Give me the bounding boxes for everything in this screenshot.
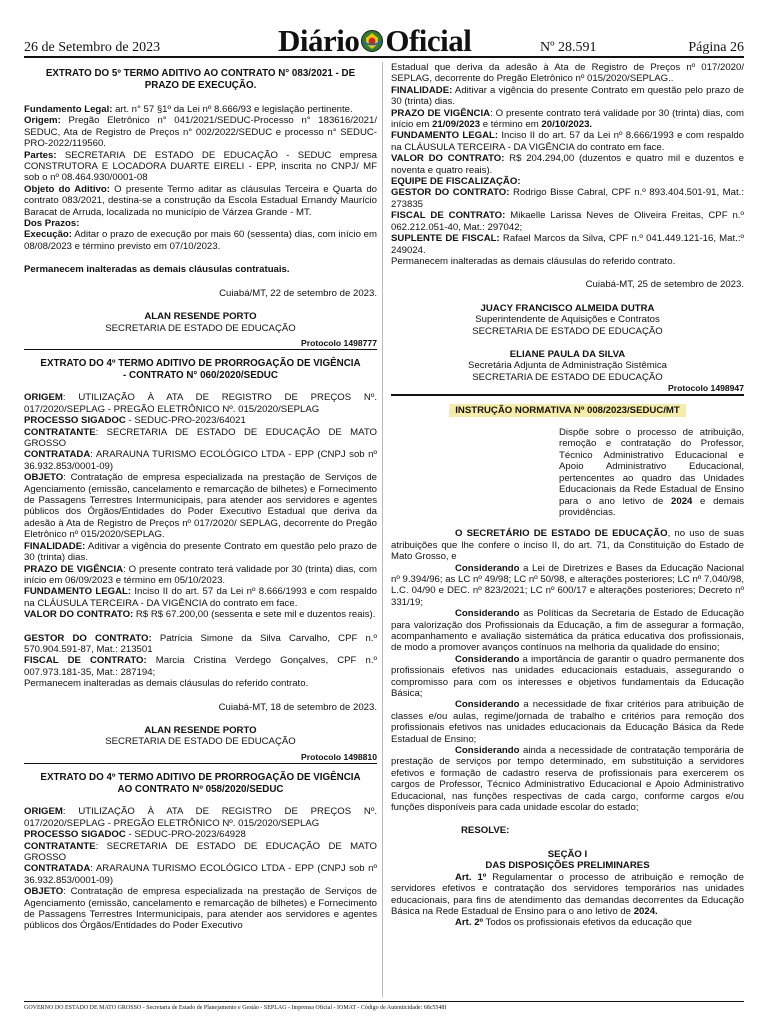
protocol-number: Protocolo 1498947 [668,383,744,394]
page-footer: GOVERNO DO ESTADO DE MATO GROSSO - Secretaria de Estado de Planejamento e Gestão - SEPLAG - Imprensa Oficial - IOMAT - Código de Autenticidade: 68c5548f [24,1001,744,1013]
signer-role: Superintendente de Aquisições e Contratos [475,314,660,326]
closing-statement: Permanecem inalteradas as demais cláusulas contratuais. [24,264,290,276]
extract-083-2021 [24,68,377,350]
article-2: Art. 2º Todos os profissionais efetivos da educação que [455,917,692,929]
signer-org: SECRETARIA DE ESTADO DE EDUCAÇÃO [472,371,663,383]
considering-4: Considerando a necessidade de fixar critérios para atribuição de classes e/ou aulas, regime/jornada de trabalho e critérios para remoção dos profissionais efetivos nas unidades educacionais da Educação Básica da Rede Estadual de Ensino; [391,699,744,745]
paragraph: ORIGEM: UTILIZAÇÃO À ATA DE REGISTRO DE PREÇOS Nº. 017/2020/SEPLAG - PREGÃO ELETRÔNICO Nº. 015/2020/SEPLAG [24,806,377,829]
considering-1: Considerando a Lei de Diretrizes e Bases da Educação Nacional nº 9.394/96; as LC nº 49/98; LC nº 50/98, e alterações posteriores; LC nº 7.040/98, L.C. 04/90 e DEC. nº 823/2021; LC nº 600/17 e alterações posteriores; Decreto nº 331/19; [391,562,744,608]
paragraph: FISCAL DE CONTRATO: Marcia Cristina Verdego Gonçalves, CPF n.º 007.973.181-35, Mat.: 287194; [24,655,377,678]
paragraph: CONTRATANTE: SECRETARIA DE ESTADO DE EDUCAÇÃO DE MATO GROSSO [24,426,377,450]
instruction-title: INSTRUÇÃO NORMATIVA Nº 008/2023/SEDUC/MT [449,404,686,417]
paragraph: Origem: Pregão Eletrônico n° 041/2021/SEDUC-Processo n° 183616/2021/ SEDUC, Ata de Registro de Preços n° 002/2022/SEDUC e processo n° SEDUC-PRO-2022/119560. [24,115,377,150]
issue-date: 26 de Setembro de 2023 [24,39,161,55]
place-date: Cuiabá-MT, 18 de setembro de 2023. [218,701,377,713]
normative-instruction [391,396,744,929]
paragraph: FUNDAMENTO LEGAL: Inciso II do art. 57 da Lei nº 8.666/1993 e com respaldo na CLÁUSULA TERCEIRA - DA VIGÊNCIA do contrato em face. [391,130,744,153]
signer-name: ELIANE PAULA DA SILVA [509,348,626,360]
preamble: O SECRETÁRIO DE ESTADO DE EDUCAÇÃO, no uso de suas atribuições que lhe confere o inciso II, do art. 71, da Constituição do Estado de Mato Grosso, e [391,528,744,563]
protocol-number: Protocolo 1498777 [301,337,377,348]
paragraph: Execução: Aditar o prazo de execução por mais 60 (sessenta) dias, com início em 08/08/2023 e término previsto em 07/10/2023. [24,229,377,252]
closing-statement: Permanecem inalteradas as demais cláusulas do referido contrato. [391,255,676,267]
paragraph: EQUIPE DE FISCALIZAÇÃO: [391,176,521,188]
extract-title: EXTRATO DO 4º TERMO ADITIVO DE PRORROGAÇÃO DE VIGÊNCIA AO CONTRATO Nº 058/2020/SEDUC [40,772,361,796]
paragraph: Partes: SECRETARIA DE ESTADO DE EDUCAÇÃO - SEDUC empresa CONSTRUTORA E LOCADORA DUARTE EIRELI - EPP, inscrita no CNPJ/ MF sob o nº 08.464.930/0001-08 [24,149,377,184]
issue-number: Nº 28.591 [540,39,597,55]
paragraph: GESTOR DO CONTRATO: Patrícia Simone da Silva Carvalho, CPF n.º 570.904.591-87, Mat.: 213501 [24,632,377,655]
signer-name: ALAN RESENDE PORTO [144,724,257,736]
paragraph: CONTRATADA: ARARAUNA TURISMO ECOLÓGICO LTDA - EPP (CNPJ sob nº 36.932.853/0001-09) [24,863,377,886]
paragraph: PRAZO DE VIGÊNCIA: O presente contrato terá validade por 30 (trinta) dias, com início em 06/09/2023 e término em 05/10/2023. [24,563,377,586]
state-coat-of-arms-icon [360,29,384,53]
paragraph: CONTRATANTE: SECRETARIA DE ESTADO DE EDUCAÇÃO DE MATO GROSSO [24,840,377,863]
paragraph: SUPLENTE DE FISCAL: Rafael Marcos da Silva, CPF n.º 041.449.121-16, Mat.:º 249024. [391,233,744,256]
paragraph: FISCAL DE CONTRATO: Mikaelle Larissa Neves de Oliveira Freitas, CPF n.º 062.212.051-40, Mat.: 297042; [391,210,744,233]
masthead-left: Diário [278,23,360,58]
extract-058-2020 [24,764,377,931]
paragraph: OBJETO: Contratação de empresa especializada na prestação de Serviços de Agenciamento (emissão, cancelamento e remarcação de bilhetes) e Fornecimento de Passagens Terrestres Intermunicipais, para atender aos servidores e agentes públicos dos Órgãos/Entidades do Poder Executivo [24,886,377,932]
paragraph: PRAZO DE VIGÊNCIA: O presente contrato terá validade por 30 (trinta) dias, com início em 21/09/2023 e término em 20/10/2023. [391,107,744,131]
paragraph: VALOR DO CONTRATO: R$ R$ 67.200,00 (sessenta e sete mil e duzentos reais). [24,609,376,621]
paragraph: VALOR DO CONTRATO: R$ 204.294,00 (duzentos e quatro mil e duzentos e noventa e quatro reais). [391,153,744,176]
paragraph: ORIGEM: UTILIZAÇÃO À ATA DE REGISTRO DE PREÇOS Nº. 017/2020/SEPLAG - PREGÃO ELETRÔNICO Nº. 015/2020/SEPLAG [24,392,377,415]
extract-continuation [391,62,744,396]
section-number: SEÇÃO I [547,848,588,860]
resolve-heading: RESOLVE: [461,825,510,837]
masthead [278,23,472,58]
paragraph: CONTRATADA: ARARAUNA TURISMO ECOLÓGICO LTDA - EPP (CNPJ sob nº 36.932.853/0001-09) [24,449,377,472]
signer-name: JUACY FRANCISCO ALMEIDA DUTRA [480,302,655,314]
section-title: DAS DISPOSIÇÕES PRELIMINARES [485,860,650,872]
place-date: Cuiabá/MT, 22 de setembro de 2023. [219,287,377,299]
signer-org: SECRETARIA DE ESTADO DE EDUCAÇÃO [105,322,296,334]
extract-060-2020 [24,350,377,764]
extract-title: EXTRATO DO 4º TERMO ADITIVO DE PRORROGAÇÃO DE VIGÊNCIA - CONTRATO N° 060/2020/SEDUC [40,358,361,382]
signer-role: Secretária Adjunta de Administração Sistêmica [468,360,667,372]
paragraph: PROCESSO SIGADOC - SEDUC-PRO-2023/64928 [24,829,246,841]
page-header [24,23,744,58]
paragraph: PROCESSO SIGADOC - SEDUC-PRO-2023/64021 [24,415,246,427]
paragraph: FINALIDADE: Aditivar a vigência do presente Contrato em questão pelo prazo de 30 (trinta) dias. [24,540,377,564]
paragraph: Objeto do Aditivo: O presente Termo aditar as cláusulas Terceira e Quarta do contrato 083/2021, destina-se a construção da Escola Estadual Ernandy Maurício Baracat de Arruda, localizada no município de Várzea Grande - MT. [24,183,377,218]
article-1: Art. 1º Regulamentar o processo de atribuição e remoção de servidores efetivos e contratação dos servidores temporários nas unidades educacionais, para fins de atendimento das demandas decorrentes da Educação Básica na Rede Estadual de Ensino para o ano letivo de 2024. [391,871,744,917]
paragraph: GESTOR DO CONTRATO: Rodrigo Bisse Cabral, CPF n.º 893.404.501-91, Mat.: 273835 [391,187,744,210]
paragraph: FUNDAMENTO LEGAL: Inciso II do art. 57 da Lei nº 8.666/1993 e com respaldo na CLÁUSULA TERCEIRA - DA VIGÊNCIA do contrato em face. [24,586,377,609]
signer-org: SECRETARIA DE ESTADO DE EDUCAÇÃO [472,325,663,337]
signer-name: ALAN RESENDE PORTO [144,311,257,323]
paragraph: Fundamento Legal: art. n° 57 §1º da Lei nº 8.666/93 e legislação pertinente. [24,104,353,115]
considering-3: Considerando a importância de garantir o quadro permanente dos profissionais efetivos nas unidades educacionais estaduais, assegurando o compromisso para com os interesses e objetivos fundamentais da Educação Básica; [391,653,744,699]
column-divider [382,62,383,997]
protocol-number: Protocolo 1498810 [301,751,377,762]
right-column [391,62,744,997]
signer-org: SECRETARIA DE ESTADO DE EDUCAÇÃO [105,736,296,748]
extract-title: EXTRATO DO 5º TERMO ADITIVO AO CONTRATO N° 083/2021 - DE PRAZO DE EXECUÇÃO. [45,68,356,91]
paragraph: Dos Prazos: [24,218,80,230]
paragraph: Estadual que deriva da adesão à Ata de Registro de Preços nº 017/2020/ SEPLAG, decorrente do Pregão Eletrônico nº 015/2020/SEPLAG.. [391,62,744,85]
page-number: Página 26 [688,39,744,55]
paragraph: OBJETO: Contratação de empresa especializada na prestação de Serviços de Agenciamento (emissão, cancelamento e remarcação de bilhetes) e Fornecimento de Passagens Terrestres Intermunicipais, para atender aos servidores e agentes públicos dos Órgãos/Entidades do Poder Executivo Estadual que deriva da adesão à Ata de Registro de Preços nº 017/2020/ SEPLAG, decorrente do Pregão Eletrônico nº 015/2020/SEPLAG. [24,472,377,541]
considering-5: Considerando ainda a necessidade de contratação temporária de prestação de serviços por tempo determinado, em substituição a servidores efetivos e formação de cadastro reserva de profissionais para exercerem os cargos de Professor, Técnico Administrativo Educacional e Apoio Administrativo Educacional, nas funções respectivas de cada cargo, conforme cargos e/ou funções disponíveis para cada unidade escolar do estado; [391,745,744,814]
considering-2: Considerando as Políticas da Secretaria de Estado de Educação para valorização dos Profissionais da Educação, a fim de assegurar a formação, acompanhamento e avaliação sistemática da prática educativa dos profissionais, de modo a promover avanços contínuos na melhoria da qualidade do ensino; [391,608,744,654]
paragraph: FINALIDADE: Aditivar a vigência do presente Contrato em questão pelo prazo de 30 (trinta) dias. [391,84,744,108]
masthead-right: Oficial [385,23,472,58]
closing-statement: Permanecem inalteradas as demais cláusulas do referido contrato. [24,678,309,690]
instruction-summary: Dispõe sobre o processo de atribuição, remoção e contratação do Professor, Técnico Administrativo Educacional e Apoio Administrativo Educacional, pertencentes ao quadro das Unidades Educacionais da Rede Estadual de Ensino para o ano letivo de 2024 e demais providências. [559,427,744,518]
place-date: Cuiabá-MT, 25 de setembro de 2023. [585,279,744,291]
left-column [24,62,377,997]
